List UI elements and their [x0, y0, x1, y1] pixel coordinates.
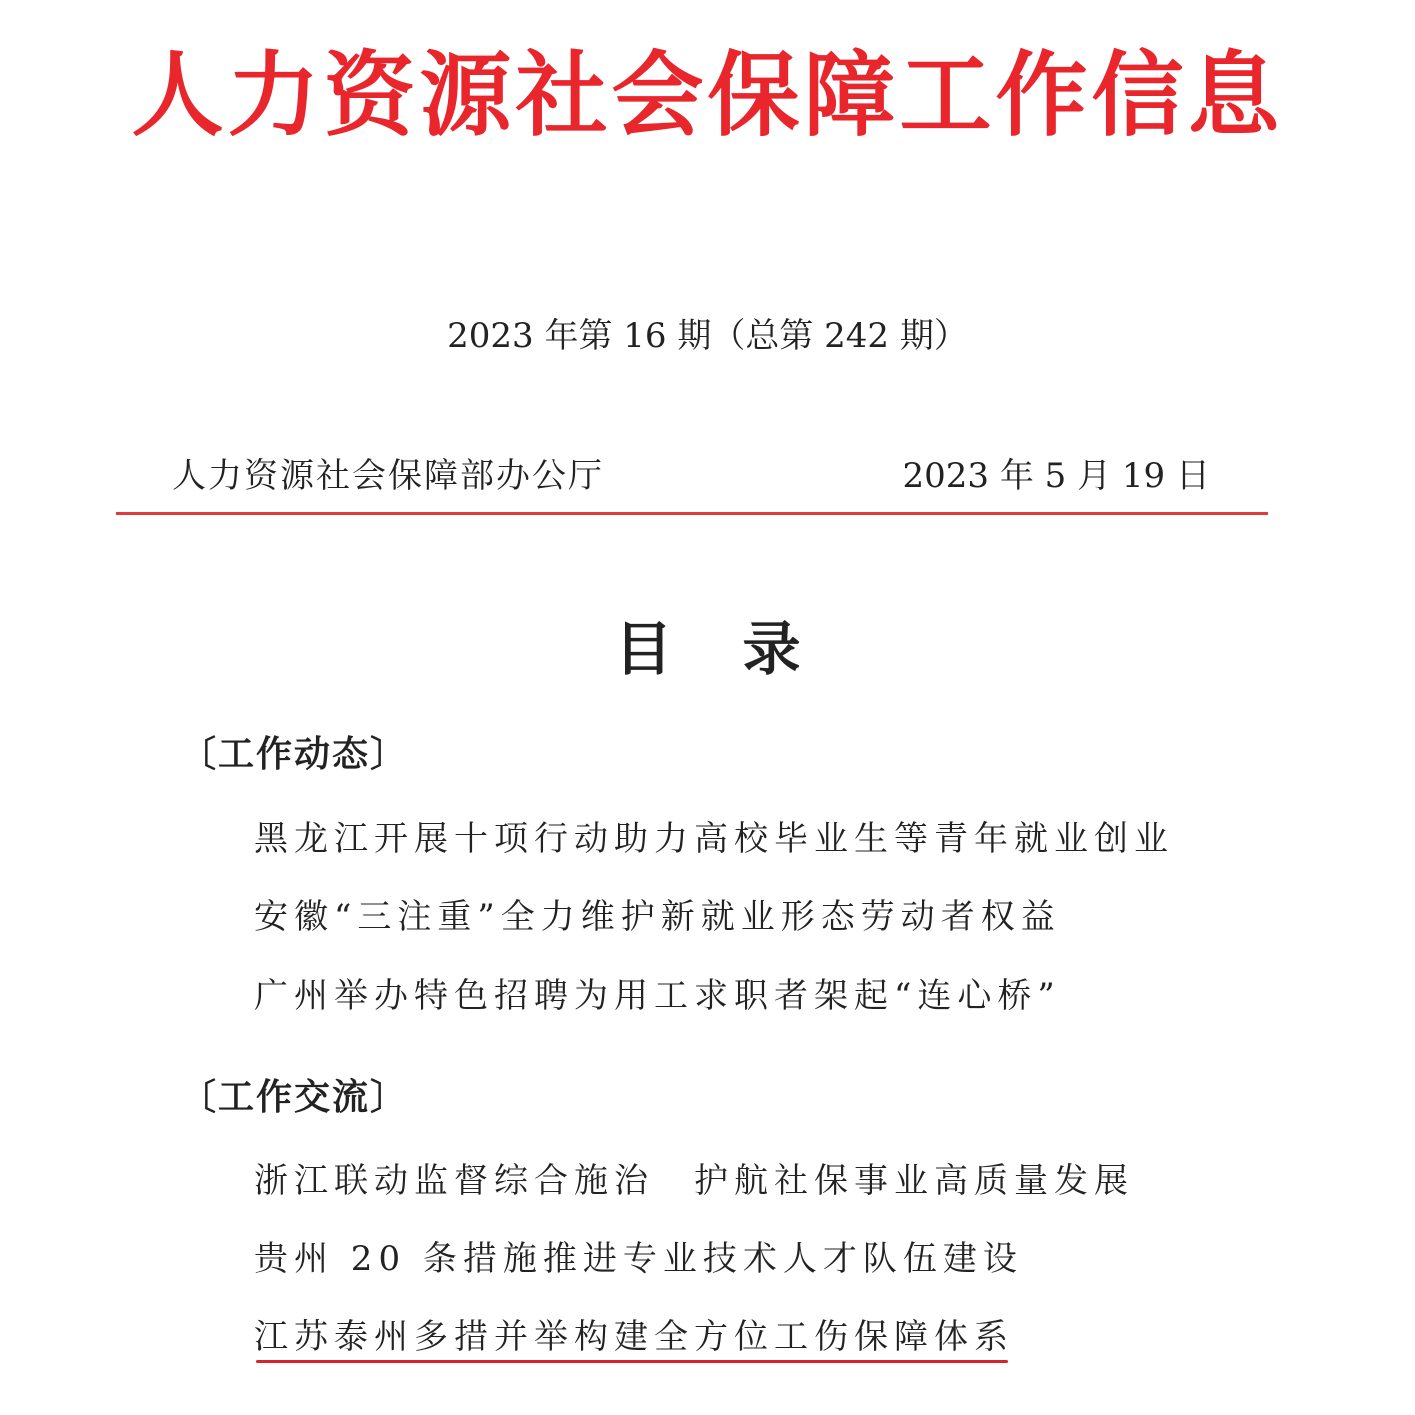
toc-item: 广州举办特色招聘为用工求职者架起“连心桥”	[254, 976, 1061, 1016]
publication-date: 2023 年 5 月 19 日	[902, 456, 1210, 496]
toc-item-highlighted: 江苏泰州多措并举构建全方位工伤保障体系	[254, 1317, 1014, 1357]
masthead-title: 人力资源社会保障工作信息	[131, 41, 1284, 149]
toc-item: 安徽“三注重”全力维护新就业形态劳动者权益	[254, 897, 1061, 937]
toc-item: 黑龙江开展十项行动助力高校毕业生等青年就业创业	[254, 819, 1174, 859]
toc-item: 贵州 20 条措施推进专业技术人才队伍建设	[254, 1239, 1023, 1279]
issue-number: 2023 年第 16 期（总第 242 期）	[447, 316, 968, 356]
header-divider	[116, 512, 1268, 515]
toc-item: 浙江联动监督综合施治 护航社保事业高质量发展	[254, 1161, 1134, 1201]
issuer-name: 人力资源社会保障部办公厅	[172, 456, 604, 496]
highlight-underline	[256, 1360, 1008, 1363]
toc-title: 目录	[614, 615, 871, 683]
section-heading-work-dynamics: 〔工作动态〕	[180, 733, 409, 775]
section-heading-work-exchange: 〔工作交流〕	[180, 1076, 409, 1118]
